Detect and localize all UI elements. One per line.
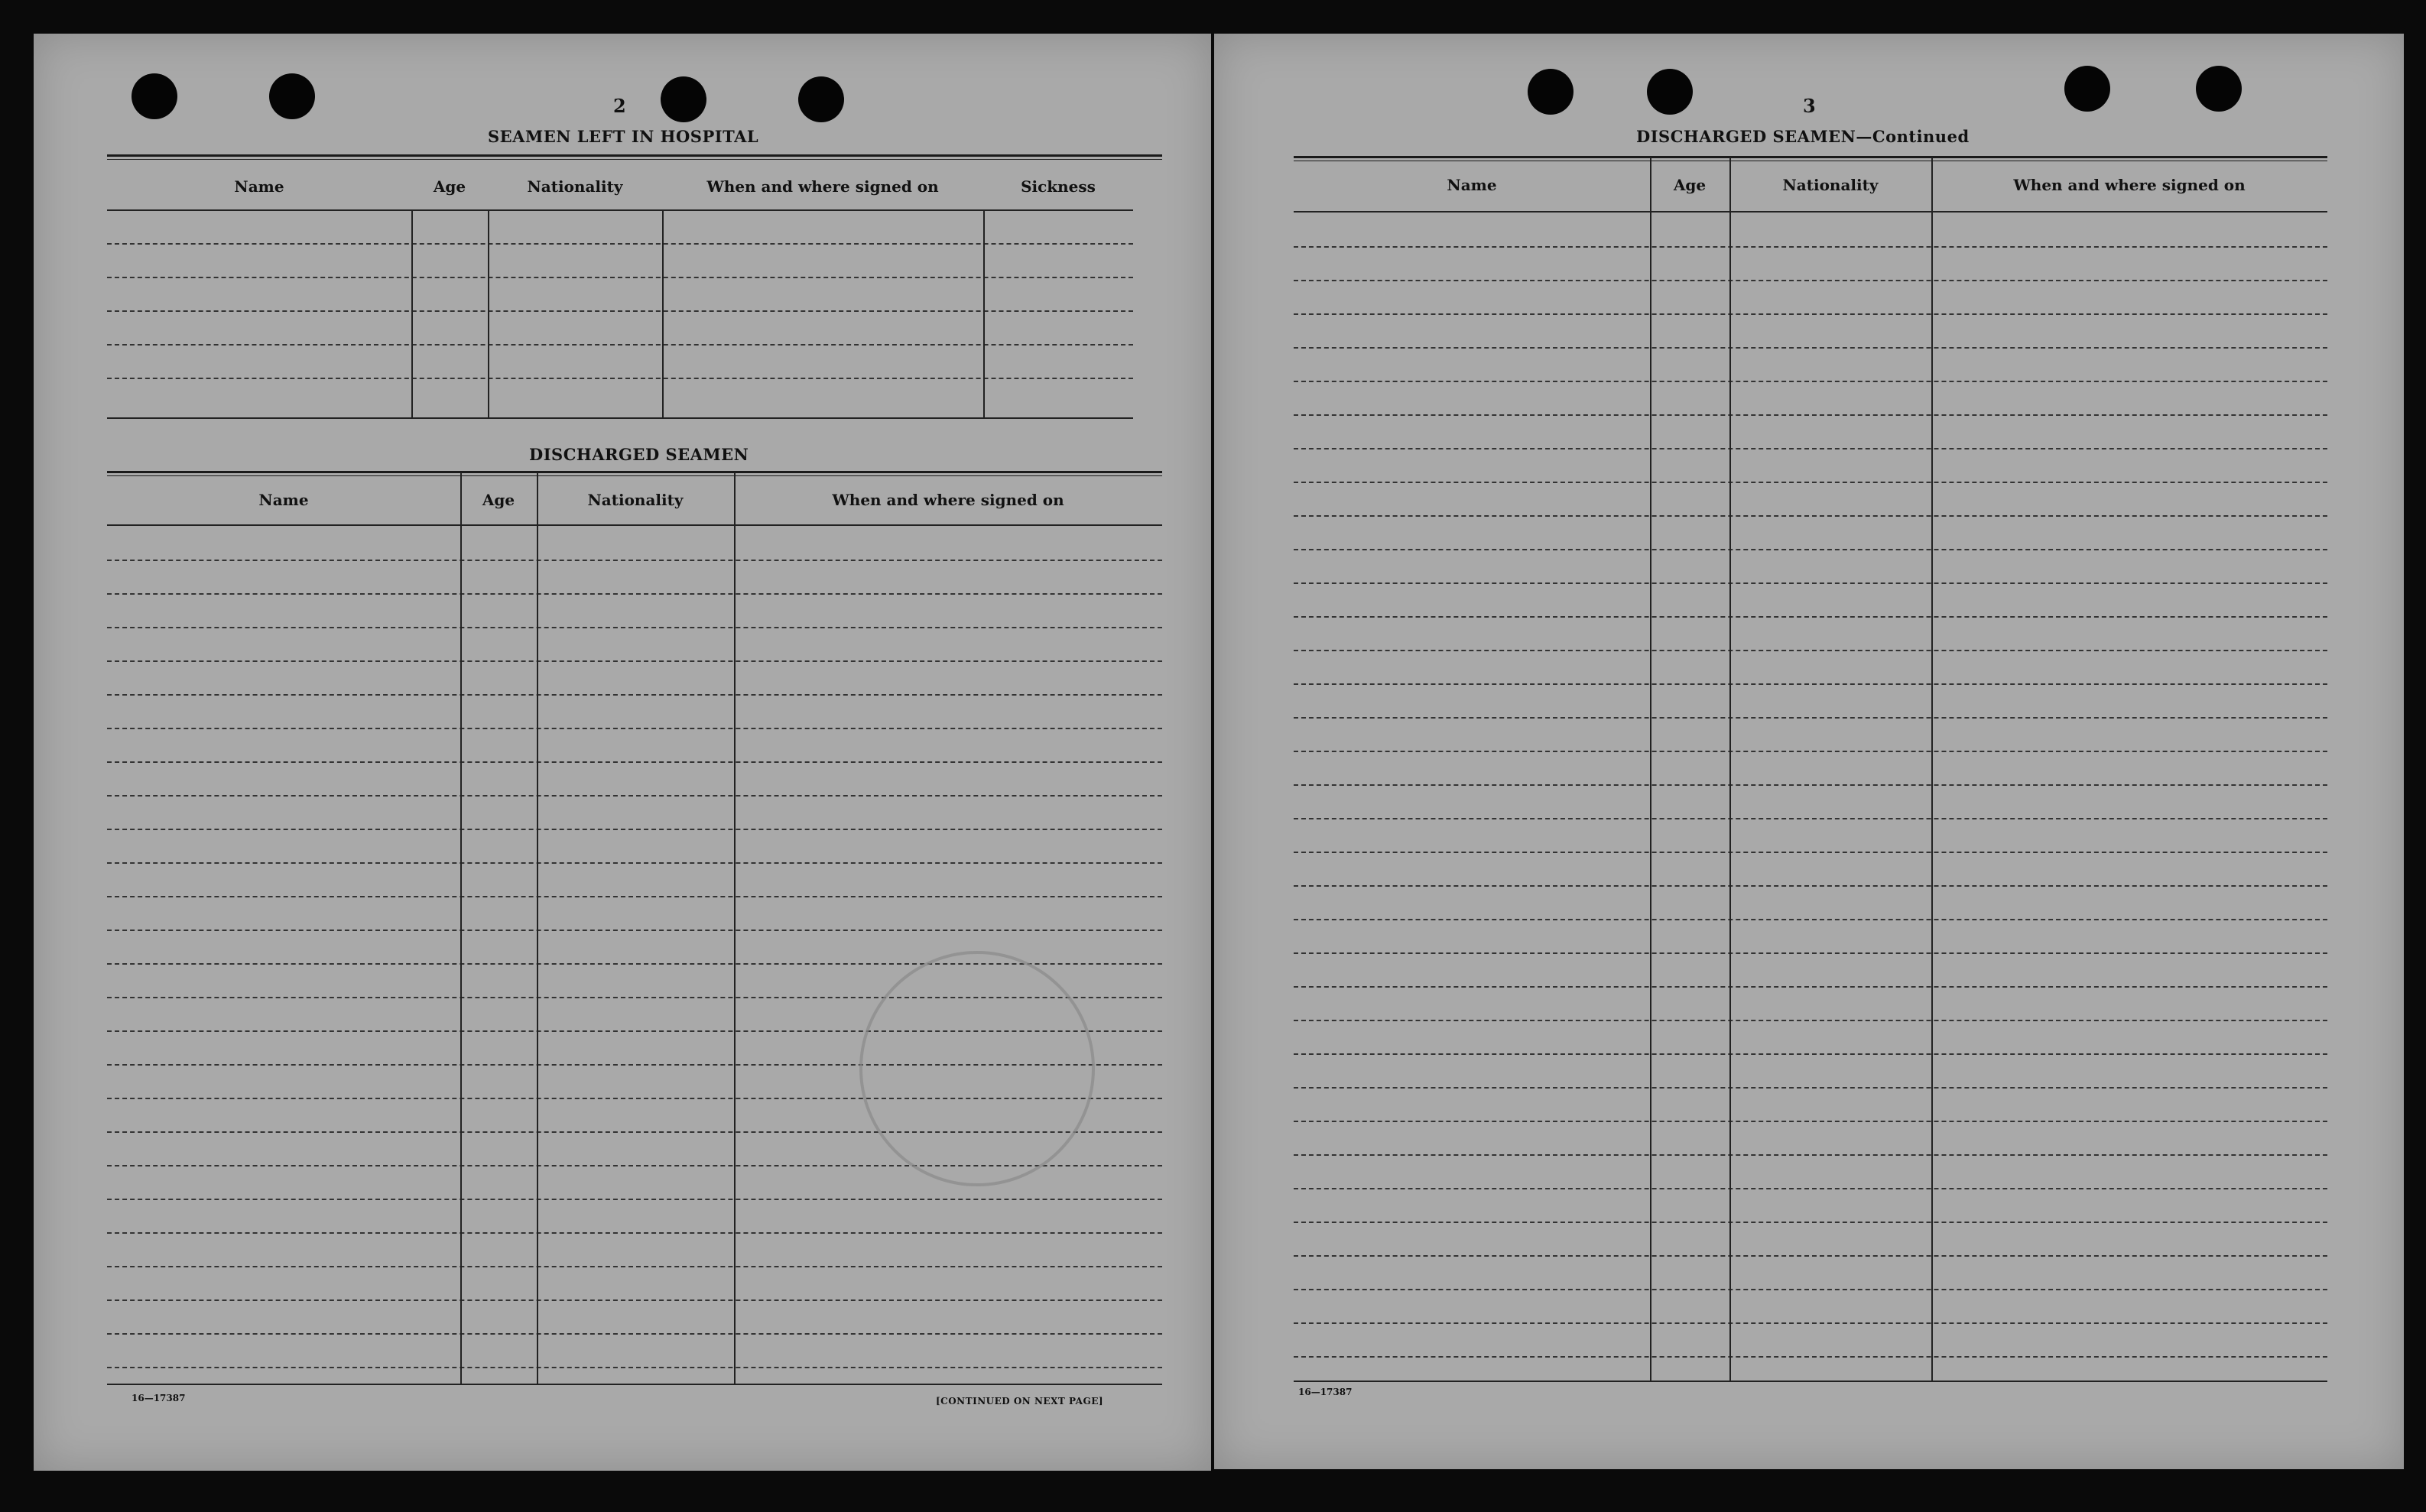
col-divider	[1650, 157, 1651, 1382]
row-rule	[107, 660, 1162, 662]
row-rule	[107, 1199, 1162, 1200]
row-rule	[1294, 347, 2327, 349]
row-rule	[1294, 784, 2327, 786]
row-rule	[1294, 313, 2327, 315]
punch-hole	[1528, 69, 1573, 115]
table-bottom-rule	[1294, 1381, 2327, 1382]
col-age: Age	[482, 491, 515, 509]
row-rule	[107, 1299, 1162, 1301]
row-rule	[1294, 515, 2327, 517]
col-when-where: When and where signed on	[832, 491, 1064, 509]
form-number: 16—17387	[1298, 1387, 1353, 1397]
row-rule	[1294, 751, 2327, 752]
col-sickness: Sickness	[1021, 177, 1096, 196]
row-rule	[107, 694, 1162, 696]
row-rule	[107, 1367, 1162, 1368]
col-divider	[1931, 157, 1933, 1382]
row-rule	[1294, 919, 2327, 920]
punch-hole	[2196, 66, 2242, 112]
row-rule	[107, 627, 1162, 628]
discharged-continued-title: DISCHARGED SEAMEN—Continued	[1636, 127, 1970, 146]
faint-stamp	[859, 951, 1095, 1186]
row-rule	[107, 310, 1133, 312]
row-rule	[107, 560, 1162, 561]
col-divider	[488, 209, 489, 419]
row-rule	[1294, 1121, 2327, 1122]
table-bottom-rule	[107, 1384, 1162, 1385]
row-rule	[1294, 482, 2327, 483]
row-rule	[107, 243, 1133, 245]
row-rule	[1294, 1322, 2327, 1324]
row-rule	[107, 795, 1162, 797]
row-rule	[107, 378, 1133, 379]
header-rule	[107, 209, 1133, 211]
row-rule	[107, 761, 1162, 763]
row-rule	[1294, 1289, 2327, 1290]
row-rule	[1294, 1053, 2327, 1055]
col-name: Name	[258, 491, 309, 509]
page-number: 3	[1803, 95, 1816, 117]
col-divider	[1729, 157, 1731, 1382]
row-rule	[1294, 717, 2327, 719]
col-divider	[411, 209, 413, 419]
row-rule	[1294, 549, 2327, 550]
row-rule	[1294, 650, 2327, 651]
punch-hole	[661, 76, 706, 122]
row-rule	[107, 1232, 1162, 1234]
col-divider	[983, 209, 985, 419]
row-rule	[107, 829, 1162, 830]
row-rule	[107, 593, 1162, 595]
row-rule	[107, 896, 1162, 897]
row-rule	[107, 1266, 1162, 1267]
row-rule	[1294, 1087, 2327, 1089]
row-rule	[1294, 448, 2327, 449]
punch-hole	[132, 73, 177, 119]
row-rule	[1294, 818, 2327, 819]
col-name: Name	[1447, 176, 1497, 194]
punch-hole	[1647, 69, 1693, 115]
header-rule	[107, 524, 1162, 526]
punch-hole	[269, 73, 315, 119]
col-nationality: Nationality	[527, 177, 623, 196]
form-number: 16—17387	[132, 1393, 186, 1403]
row-rule	[1294, 852, 2327, 853]
row-rule	[1294, 381, 2327, 382]
row-rule	[1294, 414, 2327, 416]
hospital-section-title: SEAMEN LEFT IN HOSPITAL	[488, 127, 759, 146]
col-nationality: Nationality	[1782, 176, 1879, 194]
table-top-rule	[1294, 156, 2327, 158]
col-divider	[734, 472, 736, 1385]
row-rule	[1294, 1255, 2327, 1257]
col-divider	[537, 472, 538, 1385]
col-when-where: When and where signed on	[2013, 176, 2246, 194]
row-rule	[1294, 986, 2327, 988]
table-top-rule	[107, 154, 1162, 157]
page-number: 2	[613, 95, 626, 117]
left-form-page	[34, 34, 1211, 1471]
col-nationality: Nationality	[587, 491, 684, 509]
col-divider	[460, 472, 462, 1385]
row-rule	[107, 862, 1162, 864]
row-rule	[1294, 246, 2327, 248]
row-rule	[107, 1333, 1162, 1335]
header-rule	[1294, 211, 2327, 213]
col-age: Age	[433, 177, 466, 196]
punch-hole	[798, 76, 844, 122]
row-rule	[1294, 1356, 2327, 1358]
table-bottom-rule	[107, 417, 1133, 419]
row-rule	[1294, 280, 2327, 281]
col-age: Age	[1673, 176, 1707, 194]
row-rule	[1294, 1020, 2327, 1021]
row-rule	[107, 728, 1162, 729]
row-rule	[107, 277, 1133, 278]
col-when-where: When and where signed on	[706, 177, 939, 196]
discharged-section-title: DISCHARGED SEAMEN	[529, 445, 749, 464]
row-rule	[1294, 616, 2327, 618]
col-divider	[662, 209, 664, 419]
col-name: Name	[234, 177, 284, 196]
row-rule	[1294, 952, 2327, 954]
row-rule	[1294, 885, 2327, 887]
row-rule	[1294, 582, 2327, 584]
row-rule	[1294, 1222, 2327, 1223]
right-form-page	[1214, 34, 2404, 1469]
table-top-rule	[107, 471, 1162, 473]
row-rule	[1294, 683, 2327, 685]
row-rule	[1294, 1154, 2327, 1156]
row-rule	[1294, 1188, 2327, 1189]
row-rule	[107, 344, 1133, 346]
punch-hole	[2064, 66, 2110, 112]
continued-note: [CONTINUED ON NEXT PAGE]	[936, 1396, 1104, 1407]
row-rule	[107, 930, 1162, 931]
